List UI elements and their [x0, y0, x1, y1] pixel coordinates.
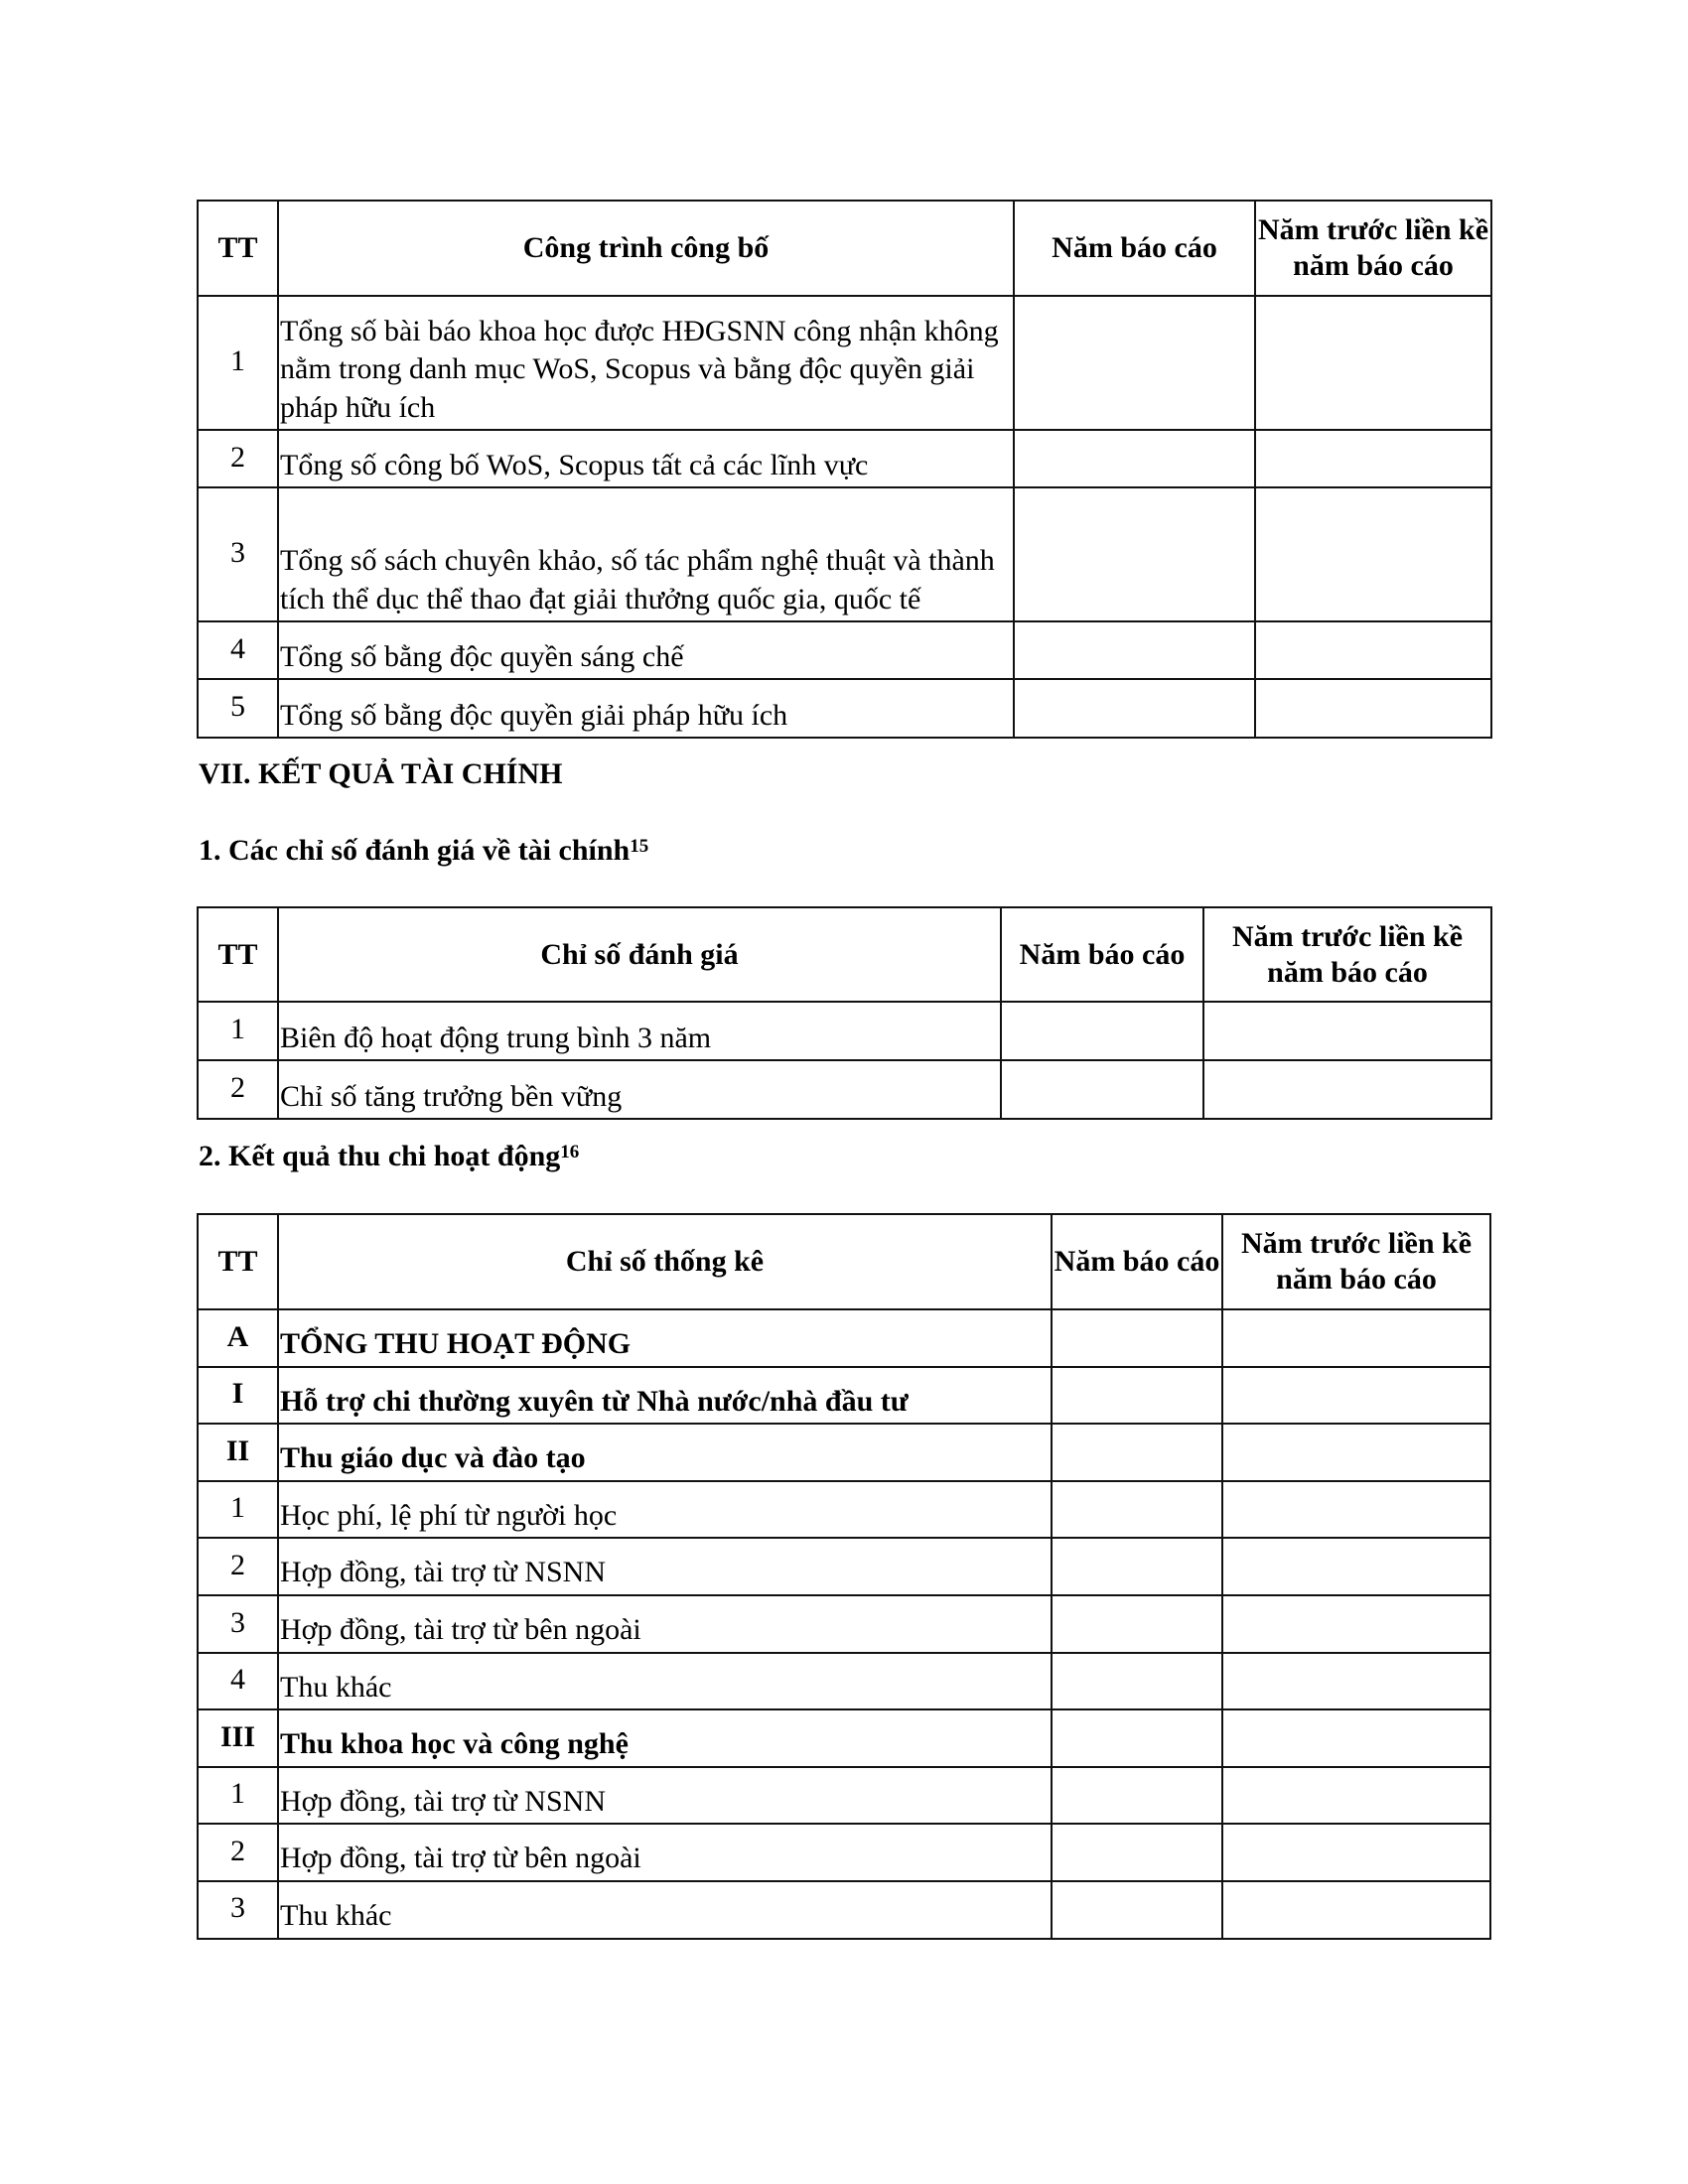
table-row	[198, 296, 1491, 430]
report-year-cell[interactable]	[1014, 296, 1255, 430]
footnote-ref-16[interactable]: 16	[560, 1142, 580, 1162]
table-row	[198, 1653, 1490, 1710]
previous-year-cell[interactable]	[1222, 1767, 1490, 1825]
row-tt: III	[198, 1709, 278, 1767]
publications-table	[197, 200, 1492, 739]
row-label: Tổng số bài báo khoa học được HĐGSNN công nhận không nằm trong danh mục WoS, Scopus và bằng độc quyền giải pháp hữu ích	[278, 296, 1014, 430]
report-year-cell[interactable]	[1001, 1060, 1203, 1119]
report-year-cell[interactable]	[1052, 1424, 1222, 1481]
previous-year-cell[interactable]	[1222, 1309, 1490, 1367]
row-tt: I	[198, 1367, 278, 1425]
row-label: Thu giáo dục và đào tạo	[278, 1424, 1052, 1481]
table-row	[198, 621, 1491, 679]
table-row-group	[198, 1367, 1490, 1425]
report-year-cell[interactable]	[1052, 1367, 1222, 1425]
header-publication: Công trình công bố	[278, 201, 1014, 296]
report-year-cell[interactable]	[1014, 430, 1255, 487]
revenue-table	[197, 1213, 1491, 1940]
previous-year-cell[interactable]	[1222, 1424, 1490, 1481]
previous-year-cell[interactable]	[1203, 1060, 1491, 1119]
table-row	[198, 1538, 1490, 1595]
row-tt: 1	[198, 1002, 278, 1060]
row-tt: 1	[198, 1481, 278, 1539]
previous-year-cell[interactable]	[1222, 1653, 1490, 1710]
report-year-cell[interactable]	[1052, 1653, 1222, 1710]
table-row-group	[198, 1424, 1490, 1481]
table-row	[198, 1002, 1491, 1060]
subsection-title: 2. Kết quả thu chi hoạt động	[199, 1140, 561, 1172]
previous-year-cell[interactable]	[1255, 487, 1491, 621]
footnote-ref-15[interactable]: 15	[630, 836, 649, 857]
previous-year-cell[interactable]	[1222, 1824, 1490, 1881]
row-tt: A	[198, 1309, 278, 1367]
header-previous-year: Năm trước liền kề năm báo cáo	[1222, 1214, 1490, 1309]
previous-year-cell[interactable]	[1222, 1881, 1490, 1939]
row-label: Tổng số bằng độc quyền giải pháp hữu ích	[278, 679, 1014, 738]
row-label: Hỗ trợ chi thường xuyên từ Nhà nước/nhà đầu tư	[278, 1367, 1052, 1425]
report-year-cell[interactable]	[1052, 1767, 1222, 1825]
row-label: Tổng số công bố WoS, Scopus tất cả các lĩnh vực	[278, 430, 1014, 487]
report-year-cell[interactable]	[1014, 621, 1255, 679]
report-year-cell[interactable]	[1014, 679, 1255, 738]
previous-year-cell[interactable]	[1255, 296, 1491, 430]
row-tt: 3	[198, 1595, 278, 1653]
row-tt: 1	[198, 1767, 278, 1825]
report-year-cell[interactable]	[1052, 1309, 1222, 1367]
row-label: Hợp đồng, tài trợ từ bên ngoài	[278, 1595, 1052, 1653]
header-report-year: Năm báo cáo	[1014, 201, 1255, 296]
table-row	[198, 1595, 1490, 1653]
header-statistic: Chỉ số thống kê	[278, 1214, 1052, 1309]
previous-year-cell[interactable]	[1203, 1002, 1491, 1060]
row-tt: 3	[198, 487, 278, 621]
subsection-title: 1. Các chỉ số đánh giá về tài chính	[199, 834, 631, 867]
table-row	[198, 1767, 1490, 1825]
header-report-year: Năm báo cáo	[1001, 907, 1203, 1002]
report-year-cell[interactable]	[1014, 487, 1255, 621]
row-tt: 4	[198, 621, 278, 679]
report-year-cell[interactable]	[1052, 1881, 1222, 1939]
table-row	[198, 1824, 1490, 1881]
table-header-row	[198, 907, 1491, 1002]
header-tt: TT	[198, 201, 278, 296]
header-report-year: Năm báo cáo	[1052, 1214, 1222, 1309]
table-row-group	[198, 1709, 1490, 1767]
financial-indicators-table	[197, 906, 1492, 1120]
table-header-row	[198, 201, 1491, 296]
row-tt: 2	[198, 430, 278, 487]
report-year-cell[interactable]	[1052, 1595, 1222, 1653]
row-label: Hợp đồng, tài trợ từ NSNN	[278, 1538, 1052, 1595]
row-tt: 5	[198, 679, 278, 738]
report-year-cell[interactable]	[1052, 1824, 1222, 1881]
row-label: Học phí, lệ phí từ người học	[278, 1481, 1052, 1539]
header-indicator: Chỉ số đánh giá	[278, 907, 1001, 1002]
row-tt: 2	[198, 1060, 278, 1119]
subsection-heading-revenue-expenditure	[199, 1139, 579, 1174]
row-tt: II	[198, 1424, 278, 1481]
previous-year-cell[interactable]	[1222, 1538, 1490, 1595]
previous-year-cell[interactable]	[1222, 1595, 1490, 1653]
table-row	[198, 1481, 1490, 1539]
row-tt: 2	[198, 1538, 278, 1595]
row-label: TỔNG THU HOẠT ĐỘNG	[278, 1309, 1052, 1367]
report-year-cell[interactable]	[1052, 1538, 1222, 1595]
previous-year-cell[interactable]	[1255, 679, 1491, 738]
row-label: Hợp đồng, tài trợ từ bên ngoài	[278, 1824, 1052, 1881]
report-year-cell[interactable]	[1052, 1481, 1222, 1539]
header-tt: TT	[198, 907, 278, 1002]
row-label: Thu khác	[278, 1881, 1052, 1939]
subsection-heading-financial-indicators	[199, 833, 648, 869]
table-row	[198, 487, 1491, 621]
table-row	[198, 679, 1491, 738]
table-row	[198, 430, 1491, 487]
row-tt: 1	[198, 296, 278, 430]
header-previous-year: Năm trước liền kề năm báo cáo	[1203, 907, 1491, 1002]
row-label: Biên độ hoạt động trung bình 3 năm	[278, 1002, 1001, 1060]
previous-year-cell[interactable]	[1222, 1709, 1490, 1767]
row-label: Tổng số sách chuyên khảo, số tác phẩm nghệ thuật và thành tích thể dục thể thao đạt giải thưởng quốc gia, quốc tế	[278, 487, 1014, 621]
previous-year-cell[interactable]	[1222, 1367, 1490, 1425]
report-year-cell[interactable]	[1001, 1002, 1203, 1060]
row-label: Chỉ số tăng trưởng bền vững	[278, 1060, 1001, 1119]
table-row	[198, 1881, 1490, 1939]
row-label: Tổng số bằng độc quyền sáng chế	[278, 621, 1014, 679]
table-row	[198, 1060, 1491, 1119]
report-year-cell[interactable]	[1052, 1709, 1222, 1767]
row-label: Hợp đồng, tài trợ từ NSNN	[278, 1767, 1052, 1825]
row-label: Thu khác	[278, 1653, 1052, 1710]
table-header-row	[198, 1214, 1490, 1309]
header-previous-year: Năm trước liền kề năm báo cáo	[1255, 201, 1491, 296]
previous-year-cell[interactable]	[1222, 1481, 1490, 1539]
row-tt: 4	[198, 1653, 278, 1710]
section-heading-financial-results: VII. KẾT QUẢ TÀI CHÍNH	[199, 757, 563, 790]
row-label: Thu khoa học và công nghệ	[278, 1709, 1052, 1767]
previous-year-cell[interactable]	[1255, 430, 1491, 487]
previous-year-cell[interactable]	[1255, 621, 1491, 679]
table-row-total-revenue	[198, 1309, 1490, 1367]
row-tt: 2	[198, 1824, 278, 1881]
header-tt: TT	[198, 1214, 278, 1309]
row-tt: 3	[198, 1881, 278, 1939]
